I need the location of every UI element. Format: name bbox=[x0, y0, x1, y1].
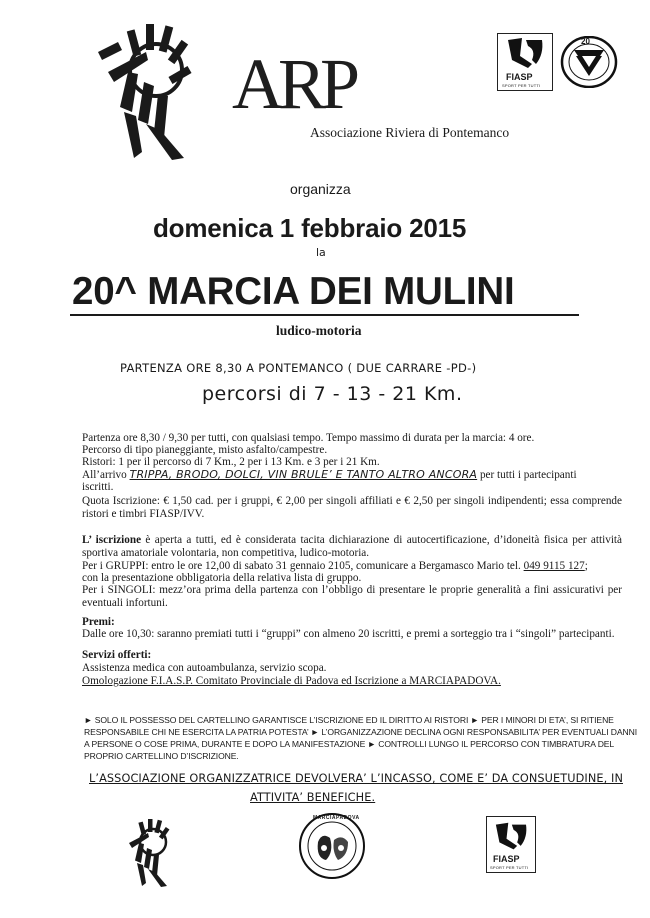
article-la: la bbox=[316, 246, 326, 259]
gruppi-phone: 049 9115 127 bbox=[523, 560, 585, 572]
footer-fiasp-logo-text: FIASP bbox=[493, 854, 520, 864]
fiasp-logo-subtext: SPORT PER TUTTI bbox=[502, 83, 541, 88]
organizza-text: organizza bbox=[290, 181, 351, 197]
watermill-icon bbox=[114, 813, 184, 888]
details-arrivo-cont: iscritti. bbox=[82, 481, 114, 493]
gruppi-prefix: Per i GRUPPI: entro le ore 12,00 di sabato 31 gennaio 2105, comunicare a Bergamasco Mario tel. bbox=[82, 560, 524, 572]
notice-line-3: A PERSONE O COSE PRIMA, DURANTE E DOPO LA MANIFESTAZIONE ► CONTROLLI LUNGO IL PERCORSO CON TIMBRATURA DEL bbox=[84, 739, 615, 749]
details-line-1: Partenza ore 8,30 / 9,30 per tutti, con qualsiasi tempo. Tempo massimo di durata per la marcia: 4 ore. bbox=[82, 432, 535, 444]
premi-heading: Premi: bbox=[82, 616, 115, 628]
event-date: domenica 1 febbraio 2015 bbox=[153, 213, 467, 243]
event-title-rule bbox=[70, 314, 579, 316]
arrivo-highlight: TRIPPA, BRODO, DOLCI, VIN BRULE’ E TANTO ALTRO ANCORA bbox=[129, 468, 478, 481]
closing-line-1: L’ASSOCIAZIONE ORGANIZZATRICE DEVOLVERA’ L’INCASSO, COME E’ DA CONSUETUDINE, IN bbox=[89, 772, 623, 785]
mill-logo bbox=[88, 12, 208, 162]
anniversary-badge bbox=[560, 36, 618, 88]
event-subtitle: ludico-motoria bbox=[276, 323, 362, 338]
start-info: PARTENZA ORE 8,30 A PONTEMANCO ( DUE CARRARE -PD-) bbox=[120, 361, 477, 375]
notice-line-2: RESPONSABILE CHI NE ESERCITA LA PATRIA POTESTA’ ► L’ORGANIZZAZIONE DECLINA OGNI RESPONSABILITA’ PER EVENTUALI DANNI bbox=[84, 727, 638, 737]
marciapadova-text: MARCIAPADOVA bbox=[313, 815, 360, 821]
servizi-line-2: Omologazione F.I.A.S.P. Comitato Provinciale di Padova ed Iscrizione a MARCIAPADOVA. bbox=[82, 675, 501, 687]
iscrizione-text: è aperta a tutti, ed è considerata tacita dichiarazione di autocertificazione, d’idoneità fisica per attività sportiva amatoriale volontaria, non competitiva, ludico-motoria. bbox=[82, 534, 622, 560]
association-name: Associazione Riviera di Pontemanco bbox=[310, 125, 510, 140]
premi-text: Dalle ore 10,30: saranno premiati tutti i “gruppi” con almeno 20 iscritti, e premi a sorteggio tra i “singoli” partecipanti. bbox=[82, 628, 615, 640]
arrivo-prefix: All’arrivo bbox=[82, 469, 127, 481]
arrivo-suffix: per tutti i partecipanti bbox=[479, 469, 577, 481]
iscrizione-gruppi-cont: con la presentazione obbligatoria della relativa lista di gruppo. bbox=[82, 572, 362, 584]
details-line-3: Ristori: 1 per il percorso di 7 Km., 2 per i 13 Km. e 3 per i 21 Km. bbox=[82, 456, 380, 468]
notice-line-4: PROPRIO CARTELLINO D’ISCRIZIONE. bbox=[84, 751, 239, 761]
routes-info: percorsi di 7 - 13 - 21 Km. bbox=[202, 383, 463, 405]
fiasp-runner-icon bbox=[487, 817, 534, 857]
marciapadova-logo bbox=[298, 812, 366, 880]
closing-line-2: ATTIVITA’ BENEFICHE. bbox=[250, 791, 376, 804]
fiasp-logo-text: FIASP bbox=[506, 72, 533, 82]
badge-number: 20 bbox=[581, 37, 590, 46]
footer-fiasp-logo bbox=[486, 816, 536, 873]
iscrizione-singoli: Per i SINGOLI: mezz’ora prima della partenza con l’obbligo di presentare le proprie generalità a fini assicurativi per eventuali infortuni. bbox=[82, 584, 622, 610]
servizi-heading: Servizi offerti: bbox=[82, 649, 152, 661]
details-line-2: Percorso di tipo pianeggiante, misto asfalto/campestre. bbox=[82, 444, 328, 456]
servizi-line-1: Assistenza medica con autoambulanza, servizio scopa. bbox=[82, 662, 327, 674]
notice-line-1: ► SOLO IL POSSESSO DEL CARTELLINO GARANTISCE L’ISCRIZIONE ED IL DIRITTO AI RISTORI ► PER I MINORI DI ETA’, SI RITIENE bbox=[84, 715, 614, 725]
marciapadova-icon bbox=[298, 812, 366, 880]
watermill-icon bbox=[88, 12, 208, 162]
iscrizione-block bbox=[82, 534, 622, 561]
footer-mill-logo bbox=[114, 813, 184, 888]
arp-logo-letters: ARP bbox=[232, 44, 355, 124]
fiasp-runner-icon bbox=[498, 34, 551, 74]
details-arrivo bbox=[82, 468, 602, 482]
gruppi-suffix: ; bbox=[584, 560, 588, 572]
iscrizione-label: L’ iscrizione bbox=[82, 534, 142, 546]
footer-fiasp-logo-subtext: SPORT PER TUTTI bbox=[490, 865, 529, 870]
details-quota: Quota Iscrizione: € 1,50 cad. per i gruppi, € 2,00 per singoli affiliati e € 2,50 per singoli indipendenti; essa comprende ristori e timbri FIASP/IVV. bbox=[82, 495, 622, 521]
event-title: 20^ MARCIA DEI MULINI bbox=[72, 270, 515, 313]
fiasp-logo bbox=[497, 33, 553, 91]
